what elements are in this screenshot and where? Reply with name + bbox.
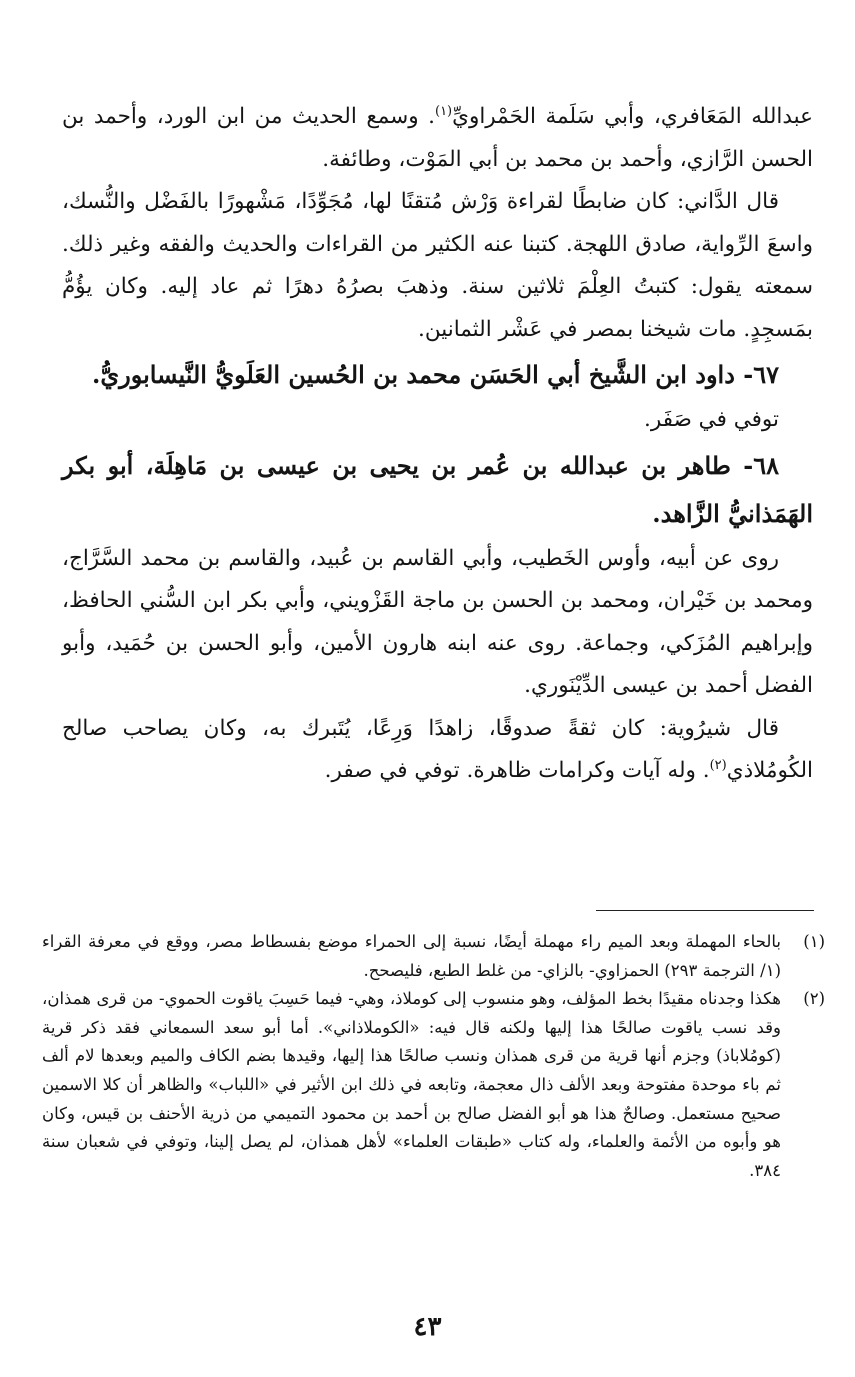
entry-heading-68: ٦٨- طاهر بن عبدالله بن عُمر بن يحيى بن عيسى بن مَاهِلَة، أبو بكر الهَمَذانيُّ الزَّاهد.: [62, 450, 813, 528]
paragraph-narrators: روى عن أبيه، وأوس الخَطيب، وأبي القاسم بن عُبيد، والقاسم بن محمد السَّرَّاج، ومحمد بن خَيْران، ومحمد بن الحسن بن ماجة القَزْويني، وأبي بكر ابن السُّني الحافظ، وإبراهيم المُزَكي، وجماعة. روى عنه ابنه هارون الأمين، وأبو الحسن بن حُمَيد، وأبو الفضل أحمد بن عيسى الدِّيْنَوري.: [62, 545, 813, 698]
footnote-1: [42, 928, 825, 985]
paragraph-shiruya-rest: . وله آيات وكرامات ظاهرة. توفي في صفر.: [324, 758, 710, 783]
page-number: ٤٣: [413, 1312, 442, 1342]
footnote-number: (١): [803, 932, 825, 951]
entry-heading-67: ٦٧- داود ابن الشَّيخ أبي الحَسَن محمد بن الحُسين العَلَويُّ النَّيسابوريُّ.: [91, 360, 779, 389]
footnote-text: هكذا وجدناه مقيدًا بخط المؤلف، وهو منسوب إلى كوملاذ، وهي- فيما حَسِبَ ياقوت الحموي- من قرى همذان، وقد نسب ياقوت صالحًا هذا إليها ولكنه قال فيه: «الكوملاذاني». أما أبو سعد السمعاني فقد ذكر قرية (كومُلاباذ) وجزم أنها قرية من قرى همذان ونسب صالحًا هذا إليها، وقيدها بضم الكاف والميم وبعدها لام ألف ثم باء موحدة مفتوحة وبعد الألف ذال معجمة، وتابعه في ذلك ابن الأثير في «اللباب» والظاهر أن كلا الاسمين صحيح مستعمل. وصالحٌ هذا هو أبو الفضل صالح بن أحمد بن محمود التميمي من ذرية الأحنف بن قيس، وكان هو وأبوه من الأئمة والعلماء، وله كتاب «طبقات العلماء» لأهل همذان، لم يصل إلينا، وتوفي في شعبان سنة ٣٨٤.: [42, 989, 781, 1180]
main-text: [62, 96, 813, 793]
paragraph-opening-text: عبدالله المَعَافري، وأبي سَلَمة الحَمْراويِّ: [452, 104, 813, 129]
paragraph-entry-67: توفي في صَفَر.: [644, 407, 779, 432]
footnote-marker-1[interactable]: (١): [434, 103, 453, 119]
footnotes: [42, 928, 825, 1185]
footnote-marker-2[interactable]: (٢): [709, 757, 727, 773]
paragraph-shiruya: [62, 708, 813, 793]
footnote-2: [42, 985, 825, 1185]
paragraph-dani-quote: قال الدَّاني: كان ضابطًا لقراءة وَرْش مُتقنًا لها، مُجَوِّدًا، مَشْهورًا بالفَضْل والنُّسك، واسعَ الرِّواية، صادق اللهجة. كتبنا عنه الكثير من القراءات والحديث والفقه وغير ذلك. سمعته يقول: كتبتُ العِلْمَ ثلاثين سنة. وذهبَ بصرُهُ دهرًا ثم عاد إليه. وكان يؤُمُّ بمَسجِدٍ. مات شيخنا بمصر في عَشْر الثمانين.: [62, 189, 813, 342]
footnote-number: (٢): [803, 989, 825, 1009]
paragraph-shiruya-text: قال شيرُوية: كان ثقةً صدوقًا، زاهدًا وَرِعًا، يُتَبرك به، وكان يصاحب صالح الكُومُلاذي: [62, 715, 813, 783]
footnote-text: بالحاء المهملة وبعد الميم راء مهملة أيضًا، نسبة إلى الحمراء موضع بفسطاط مصر، ووقع في معرفة القراء (١/ الترجمة ٢٩٣) الحمزاوي- بالزاي- من غلط الطبع، فليصحح.: [42, 932, 781, 980]
footnote-divider: [596, 910, 814, 911]
paragraph-opening-rest: . وسمع الحديث من ابن الورد، وأحمد بن الحسن الرَّازي، وأحمد بن محمد بن أبي المَوْت، وطائفة.: [62, 104, 813, 172]
paragraph-opening: [62, 96, 813, 181]
